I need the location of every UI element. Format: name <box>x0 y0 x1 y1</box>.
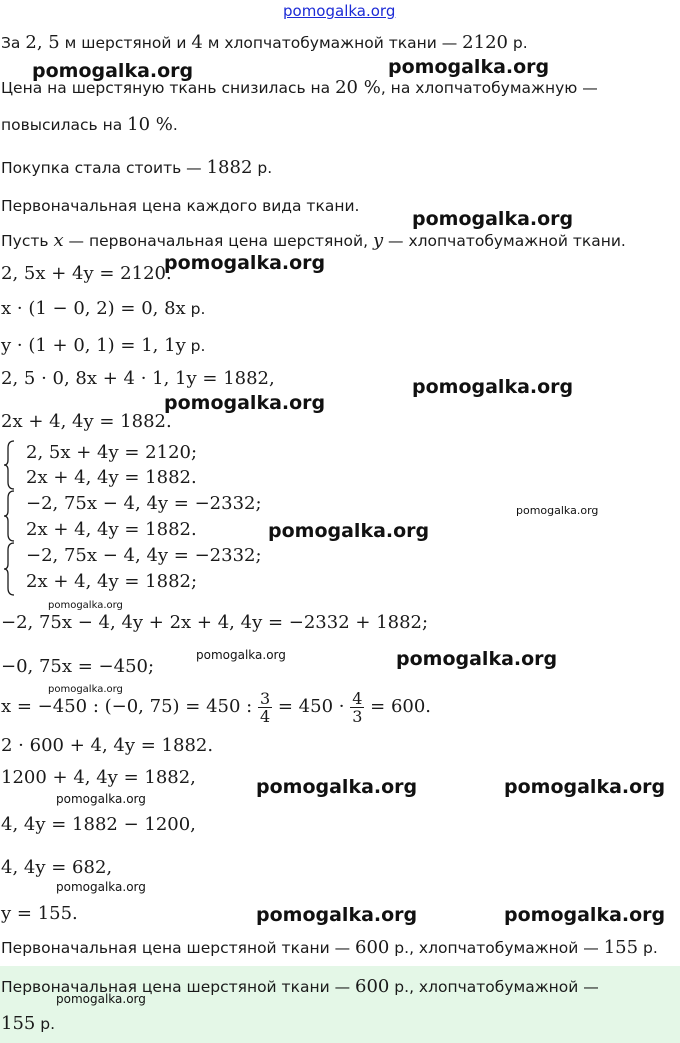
number: 155 <box>603 937 639 958</box>
text: , на хлопчатобумажную — <box>380 79 598 97</box>
equation-1: 2, 5x + 4y = 2120. <box>1 263 172 284</box>
equation-6: −2, 75x − 4, 4y + 2x + 4, 4y = −2332 + 1882; <box>1 612 429 633</box>
let-line <box>1 231 626 251</box>
equation-11: 4, 4y = 1882 − 1200, <box>1 814 196 835</box>
watermark: pomogalka.org <box>56 880 146 894</box>
equation-4: 2, 5 · 0, 8x + 4 · 1, 1y = 1882, <box>1 368 275 389</box>
system-2-row-2: 2x + 4, 4y = 1882. <box>26 519 197 540</box>
variable: y <box>372 230 384 251</box>
text: р. <box>252 159 273 177</box>
unit: р. <box>185 337 206 355</box>
watermark: pomogalka.org <box>504 904 666 926</box>
formula: x = −450 : (−0, 75) = 450 : <box>1 696 253 717</box>
unit: р. <box>185 300 206 318</box>
system-brace <box>4 542 16 596</box>
problem-line-3 <box>1 115 178 135</box>
watermark: pomogalka.org <box>256 776 418 798</box>
watermark: pomogalka.org <box>516 504 599 517</box>
formula: = 450 · <box>277 696 345 717</box>
text: За <box>1 34 26 52</box>
text: м шерстяной и <box>59 34 192 52</box>
equation-9: 2 · 600 + 4, 4y = 1882. <box>1 735 214 756</box>
watermark: pomogalka.org <box>164 252 326 274</box>
system-3-row-2: 2x + 4, 4y = 1882; <box>26 571 198 592</box>
number: 10 % <box>127 114 173 135</box>
watermark: pomogalka.org <box>48 600 123 611</box>
numerator: 4 <box>352 688 363 708</box>
number: 4 <box>191 32 203 53</box>
equation-12: 4, 4y = 682, <box>1 857 113 878</box>
variable: x <box>53 230 64 251</box>
number: 20 % <box>335 77 381 98</box>
question-line: Первоначальная цена каждого вида ткани. <box>1 197 360 215</box>
equation-3 <box>1 336 205 356</box>
number: 600 <box>355 937 390 958</box>
text: Пусть <box>1 232 54 250</box>
equation-10: 1200 + 4, 4y = 1882, <box>1 767 196 788</box>
watermark: pomogalka.org <box>196 648 286 662</box>
result-line <box>1 938 658 958</box>
watermark: pomogalka.org <box>56 792 146 806</box>
watermark: pomogalka.org <box>56 992 146 1006</box>
site-link[interactable]: pomogalka.org <box>283 2 396 20</box>
formula: y · (1 + 0, 1) = 1, 1y <box>1 335 186 356</box>
number: 600 <box>355 976 390 997</box>
text: . <box>172 116 178 134</box>
number: 155 <box>1 1013 36 1034</box>
number: 1882 <box>206 157 253 178</box>
watermark: pomogalka.org <box>268 520 430 542</box>
number: 2, 5 <box>25 32 60 53</box>
system-brace <box>4 440 16 490</box>
watermark: pomogalka.org <box>48 684 123 695</box>
watermark: pomogalka.org <box>164 392 326 414</box>
text: повысилась на <box>1 116 128 134</box>
system-brace <box>4 490 16 542</box>
equation-7: −0, 75x = −450; <box>1 656 155 677</box>
text: р., хлопчатобумажной — <box>389 978 599 996</box>
answer-line-2 <box>1 1013 55 1034</box>
formula: x · (1 − 0, 2) = 0, 8x <box>1 298 186 319</box>
number: 2120 <box>462 32 508 53</box>
watermark: pomogalka.org <box>388 56 550 78</box>
system-1-row-2: 2x + 4, 4y = 1882. <box>26 467 197 488</box>
fraction <box>258 690 272 725</box>
text: — первоначальная цена шерстяной, <box>63 232 373 250</box>
text: р. <box>638 939 658 957</box>
denominator: 3 <box>352 706 363 726</box>
equation-5: 2x + 4, 4y = 1882. <box>1 411 172 432</box>
watermark: pomogalka.org <box>412 376 574 398</box>
watermark: pomogalka.org <box>256 904 418 926</box>
text: Цена на шерстяную ткань снизилась на <box>1 79 336 97</box>
text: Покупка стала стоить — <box>1 159 207 177</box>
system-2-row-1: −2, 75x − 4, 4y = −2332; <box>26 493 262 514</box>
text: р. <box>35 1015 56 1033</box>
formula: = 600. <box>370 696 432 717</box>
watermark: pomogalka.org <box>32 60 194 82</box>
text: р., хлопчатобумажной — <box>389 939 604 957</box>
problem-line-1 <box>1 33 528 53</box>
text: Первоначальная цена шерстяной ткани — <box>1 939 356 957</box>
fraction <box>350 690 364 725</box>
equation-2 <box>1 299 205 319</box>
text: Первоначальная цена шерстяной ткани — <box>1 978 356 996</box>
denominator: 4 <box>259 706 271 726</box>
text: м хлопчатобумажной ткани — <box>202 34 463 52</box>
system-1-row-1: 2, 5x + 4y = 2120; <box>26 442 198 463</box>
text: — хлопчатобумажной ткани. <box>383 232 626 250</box>
system-3-row-1: −2, 75x − 4, 4y = −2332; <box>26 545 262 566</box>
text: р. <box>507 34 528 52</box>
equation-13: y = 155. <box>1 903 78 924</box>
numerator: 3 <box>259 688 271 708</box>
watermark: pomogalka.org <box>412 208 574 230</box>
watermark: pomogalka.org <box>504 776 666 798</box>
watermark: pomogalka.org <box>396 648 558 670</box>
problem-line-4 <box>1 158 272 178</box>
